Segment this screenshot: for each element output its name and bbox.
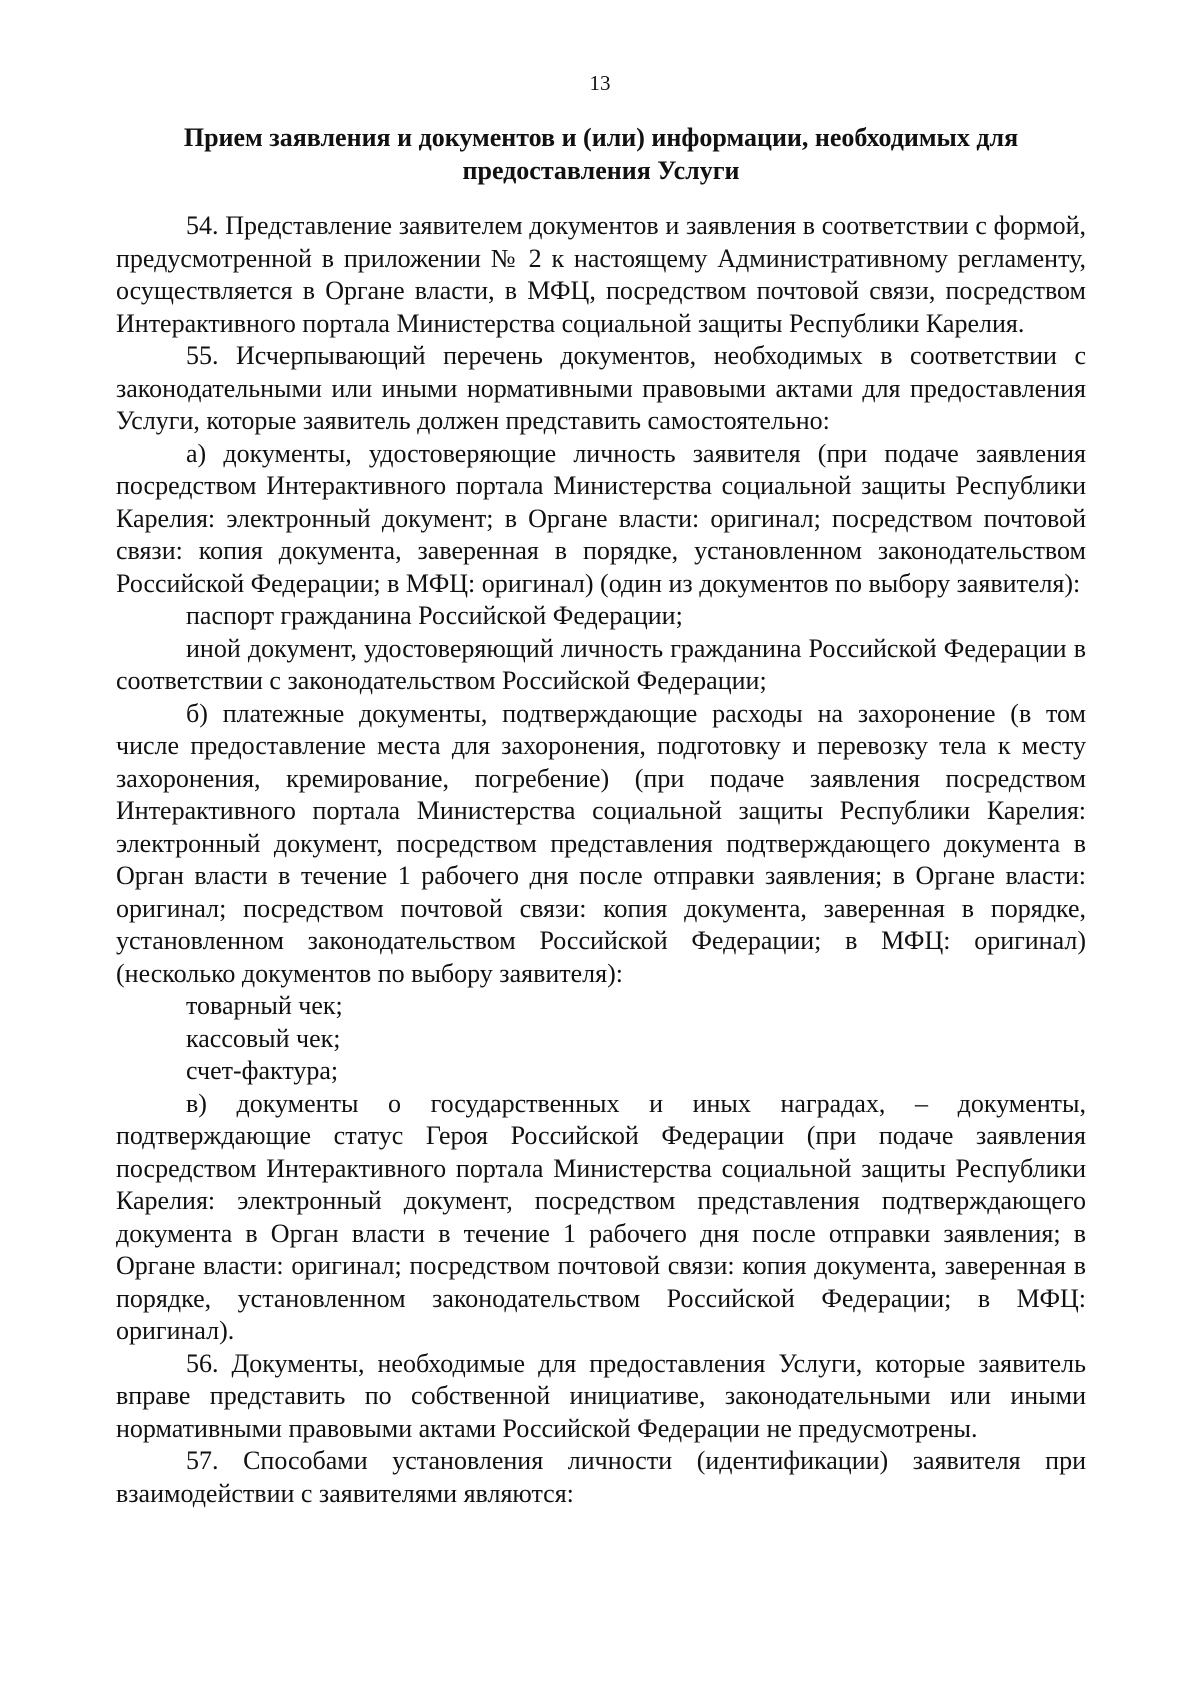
list-item-other-id: иной документ, удостоверяющий личность гражданина Российской Федерации в соответствии с законодательством Российской Федерации; bbox=[116, 633, 1086, 695]
paragraph-55: 55. Исчерпывающий перечень документов, необходимых в соответствии с законодательными или иными нормативными правовыми актами для предоставления Услуги, которые заявитель должен представить самостоятельно: bbox=[116, 341, 1086, 435]
document-body bbox=[116, 210, 1086, 1510]
list-item-cash-receipt: кассовый чек; bbox=[186, 1023, 341, 1053]
list-item-sales-receipt: товарный чек; bbox=[186, 991, 343, 1020]
subitem-a: а) документы, удостоверяющие личность заявителя (при подаче заявления посредством Интерактивного портала Министерства социальной защиты Республики Карелия: электронный документ; в Органе власти: оригинал; посредством почтовой связи: копия документа, заверенная в порядке, установленном законодательством Российской Федерации; в МФЦ: оригинал) (один из документов по выбору заявителя): bbox=[116, 438, 1086, 598]
subitem-v: в) документы о государственных и иных наградах, – документы, подтверждающие статус Героя Российской Федерации (при подаче заявления посредством Интерактивного портала Министерства социальной защиты Республики Карелия: электронный документ, посредством представления подтверждающего документа в Орган власти в течение 1 рабочего дня после отправки заявления; в Органе власти: оригинал; посредством почтовой связи: копия документа, заверенная в порядке, установленном законодательством Российской Федерации; в МФЦ: оригинал). bbox=[116, 1088, 1086, 1345]
section-heading: Прием заявления и документов и (или) информации, необходимых для предоставления Услуги bbox=[183, 123, 1019, 185]
paragraph-57: 57. Способами установления личности (идентификации) заявителя при взаимодействии с заявителями являются: bbox=[116, 1446, 1086, 1508]
paragraph-56: 56. Документы, необходимые для предоставления Услуги, которые заявитель вправе представить по собственной инициативе, законодательными или иными нормативными правовыми актами Российской Федерации не предусмотрены. bbox=[116, 1348, 1086, 1443]
page-number: 13 bbox=[589, 71, 611, 95]
paragraph-54: 54. Представление заявителем документов и заявления в соответствии с формой, предусмотренной в приложении № 2 к настоящему Административному регламенту, осуществляется в Органе власти, в МФЦ, посредством почтовой связи, посредством Интерактивного портала Министерства социальной защиты Республики Карелия. bbox=[116, 211, 1086, 338]
list-item-passport: паспорт гражданина Российской Федерации; bbox=[186, 601, 683, 630]
subitem-b: б) платежные документы, подтверждающие расходы на захоронение (в том числе предоставление места для захоронения, подготовку и перевозку тела к месту захоронения, кремирование, погребение) (при подаче заявления посредством Интерактивного портала Министерства социальной защиты Республики Карелия: электронный документ, посредством представления подтверждающего документа в Орган власти в течение 1 рабочего дня после отправки заявления; в Органе власти: оригинал; посредством почтовой связи: копия документа, заверенная в порядке, установленном законодательством Российской Федерации; в МФЦ: оригинал) (несколько документов по выбору заявителя): bbox=[116, 698, 1086, 988]
list-item-invoice: счет-фактура; bbox=[186, 1056, 339, 1085]
